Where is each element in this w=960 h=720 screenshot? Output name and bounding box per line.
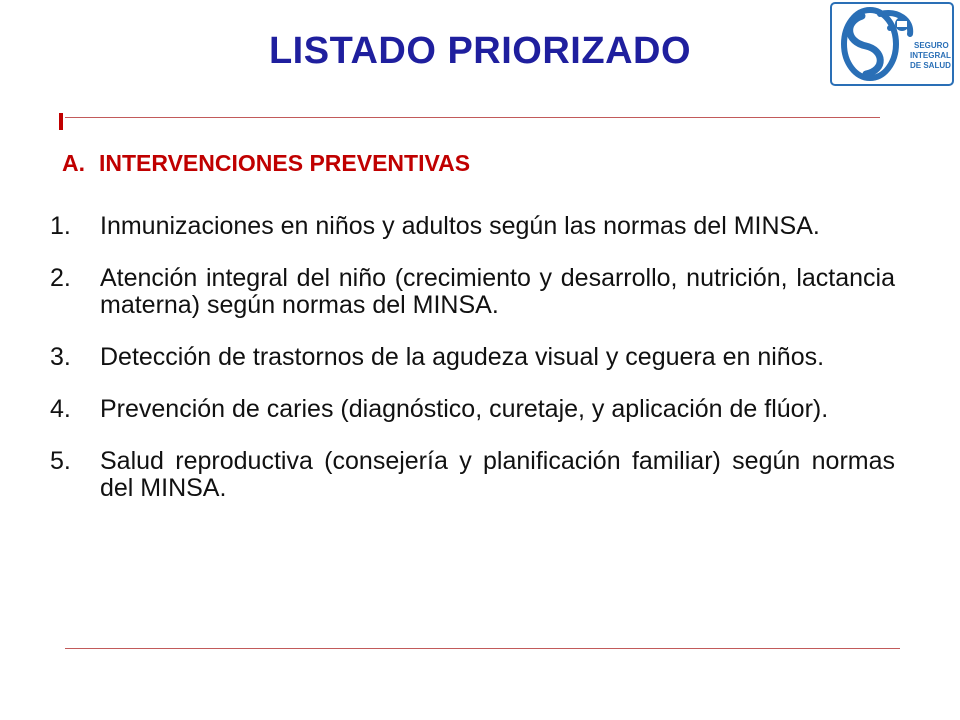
list-item — [50, 396, 895, 423]
top-divider — [65, 117, 880, 118]
item-text: Prevención de caries (diagnóstico, curetaje, y aplicación de flúor). — [100, 395, 829, 423]
seguro-integral-de-salud-logo-icon — [832, 4, 952, 84]
item-text: Inmunizaciones en niños y adultos según las normas del MINSA. — [100, 212, 820, 240]
item-number: 5. — [50, 447, 71, 475]
bottom-divider — [65, 648, 900, 649]
item-number: 1. — [50, 212, 71, 240]
intervention-list — [50, 213, 895, 527]
logo-line-2: INTEGRAL — [910, 51, 951, 60]
list-item — [50, 213, 895, 240]
item-text: Salud reproductiva (consejería y planificación familiar) según normas del MINSA. — [100, 447, 895, 502]
logo-line-3: DE SALUD — [910, 61, 951, 70]
logo-line-1: SEGURO — [914, 41, 949, 50]
sis-logo — [830, 2, 954, 86]
list-item — [50, 265, 895, 319]
slide-title: LISTADO PRIORIZADO — [268, 30, 692, 72]
section-heading — [62, 150, 470, 177]
section-heading-text: INTERVENCIONES PREVENTIVAS — [99, 150, 471, 176]
item-number: 2. — [50, 264, 71, 292]
item-number: 3. — [50, 343, 71, 371]
list-item — [50, 448, 895, 502]
item-number: 4. — [50, 395, 71, 423]
accent-mark — [59, 113, 63, 130]
list-item — [50, 344, 895, 371]
item-text: Atención integral del niño (crecimiento y desarrollo, nutrición, lactancia materna) según normas del MINSA. — [100, 264, 895, 319]
item-text: Detección de trastornos de la agudeza visual y ceguera en niños. — [100, 343, 825, 371]
section-letter: A. — [62, 150, 85, 176]
